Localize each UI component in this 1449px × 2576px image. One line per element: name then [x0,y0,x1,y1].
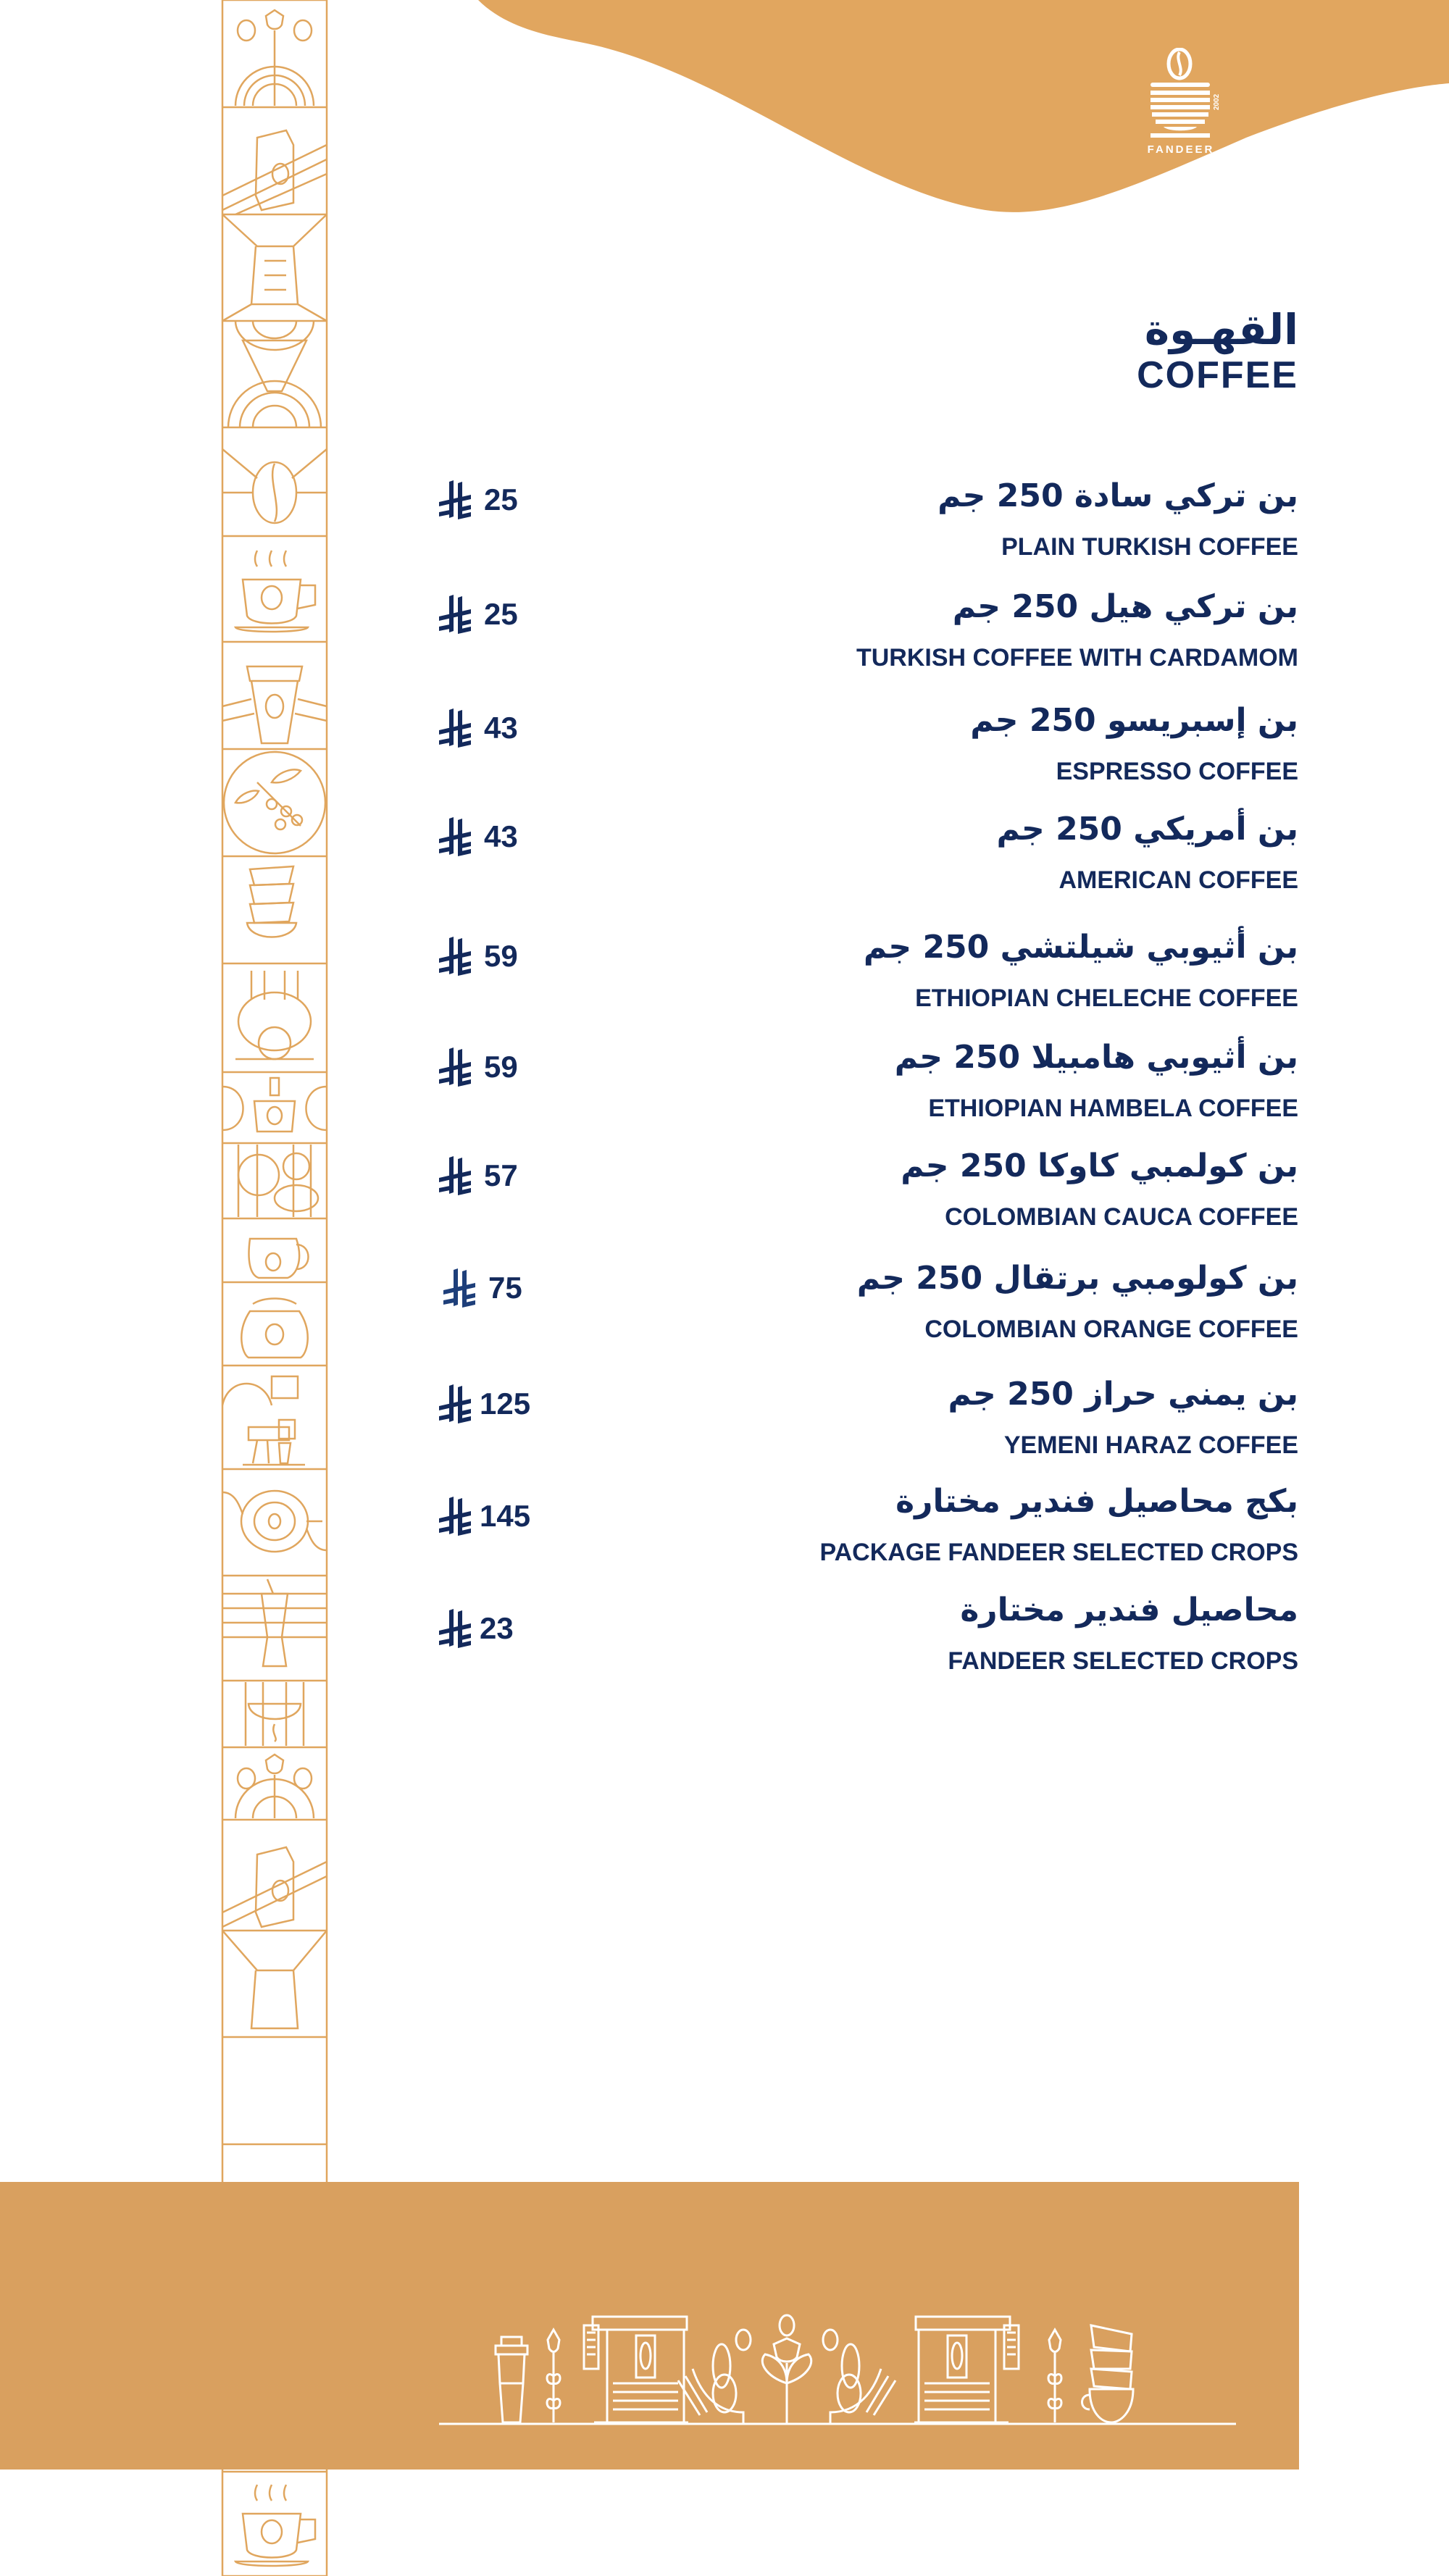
menu-item [501,926,1298,1027]
item-name-arabic: بكج محاصيل فندير مختارة [895,1483,1298,1520]
item-name-english: ETHIOPIAN CHELECHE COFFEE [915,984,1298,1012]
espresso-machine-icon [914,2317,1019,2422]
item-price [439,478,518,522]
saudi-riyal-icon [439,1156,472,1195]
menu-item [501,585,1298,687]
menu-item [501,1480,1298,1581]
item-price [439,1045,518,1089]
price-amount: 43 [484,711,518,745]
item-name-arabic: بن كولومبي برتقال 250 جم [856,1260,1298,1297]
hands-with-beans-icon [678,2315,895,2424]
item-name-english: TURKISH COFFEE WITH CARDAMOM [856,644,1298,672]
menu-item [501,1036,1298,1137]
tulip-icon [1048,2330,1061,2422]
takeaway-cup-icon [496,2337,527,2422]
item-name-arabic: بن تركي سادة 250 جم [938,477,1298,514]
item-price [439,1382,530,1426]
item-price [443,1266,522,1310]
saudi-riyal-icon [439,1497,472,1536]
item-name-english: YEMENI HARAZ COFFEE [1003,1431,1298,1459]
menu-item [501,1373,1298,1474]
item-price [439,1154,518,1197]
item-name-arabic: بن أمريكي 250 جم [996,811,1298,848]
item-name-arabic: بن يمني حراز 250 جم [948,1376,1298,1413]
item-name-english: COLOMBIAN ORANGE COFFEE [924,1316,1298,1343]
item-price [439,1607,514,1650]
item-name-english: PACKAGE FANDEER SELECTED CROPS [819,1539,1298,1566]
menu-item [501,1257,1298,1358]
item-name-english: COLOMBIAN CAUCA COFFEE [945,1203,1298,1231]
price-amount: 25 [484,482,518,517]
tulip-icon [547,2330,560,2422]
saudi-riyal-icon [443,1268,477,1308]
price-amount: 59 [484,939,518,973]
svg-text:2002: 2002 [1213,93,1221,110]
price-amount: 75 [488,1271,522,1305]
item-name-arabic: محاصيل فندير مختارة [960,1592,1298,1628]
saudi-riyal-icon [439,1384,472,1423]
saudi-riyal-icon [439,1047,472,1087]
item-price [439,1494,530,1538]
item-price [439,593,518,636]
saudi-riyal-icon [439,937,472,976]
price-amount: 125 [480,1387,531,1421]
menu-item [501,808,1298,909]
item-name-english: FANDEER SELECTED CROPS [948,1647,1298,1675]
price-amount: 59 [484,1050,518,1084]
item-name-arabic: بن أثيوبي هامبيلا 250 جم [894,1039,1298,1076]
item-name-english: ESPRESSO COFFEE [1056,758,1298,785]
item-name-english: PLAIN TURKISH COFFEE [1001,533,1298,561]
price-amount: 25 [484,597,518,631]
stacked-cups-icon [1082,2325,1134,2422]
item-price [439,815,518,858]
item-name-arabic: بن أثيوبي شيلتشي 250 جم [863,929,1298,966]
menu-item [501,699,1298,800]
menu-item [501,1145,1298,1246]
section-title-english: COFFEE [1137,354,1298,396]
section-title [1137,304,1298,396]
price-amount: 23 [480,1611,514,1645]
price-amount: 145 [480,1499,531,1533]
saudi-riyal-icon [439,817,472,856]
section-title-arabic: القهـوة [1144,305,1298,354]
espresso-machine-icon [584,2317,688,2422]
brand-wordmark: FANDEER [1147,143,1215,156]
saudi-riyal-icon [439,708,472,748]
item-name-arabic: بن تركي هيل 250 جم [952,588,1298,625]
saudi-riyal-icon [439,1609,472,1648]
saudi-riyal-icon [439,595,472,634]
menu-item [501,1589,1298,1690]
price-amount: 57 [484,1158,518,1192]
item-name-arabic: بن إسبريسو 250 جم [970,702,1298,739]
item-name-arabic: بن كولمبي كاوكا 250 جم [901,1147,1298,1184]
item-name-english: AMERICAN COFFEE [1058,866,1298,894]
item-price [439,934,518,978]
header-wave [0,0,1449,232]
footer-illustration [439,2296,1236,2434]
item-price [439,706,518,750]
saudi-riyal-icon [439,480,472,519]
price-amount: 43 [484,819,518,853]
menu-item [501,474,1298,576]
item-name-english: ETHIOPIAN HAMBELA COFFEE [928,1095,1298,1122]
